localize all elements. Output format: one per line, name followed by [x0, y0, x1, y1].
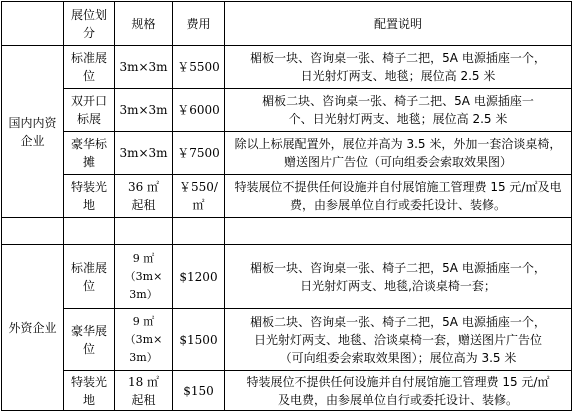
type-cell: 标准展位 [64, 46, 115, 89]
empty-cell [173, 218, 225, 245]
config-cell [225, 132, 572, 175]
fee-cell: ￥5500 [173, 46, 225, 89]
config-cell [225, 371, 572, 411]
config-line: 日光射灯两支、地毯；展位高 2.5 米 [300, 69, 496, 83]
separator-row [2, 218, 572, 245]
empty-cell [2, 218, 64, 245]
header-spec-cell: 规格 [115, 2, 173, 46]
spec-cell [115, 175, 173, 218]
fee-cell: $150 [173, 371, 225, 411]
type-cell: 豪华标摊 [64, 132, 115, 175]
config-line: 日光射灯两支、地毯,洽谈桌椅一套； [300, 278, 496, 293]
config-line: 日光射灯两支、地毯、洽谈桌椅一套，赠送图片广告位 [253, 332, 542, 347]
empty-cell [64, 218, 115, 245]
config-line: 楣板一块、咨询桌一张、椅子二把，5A 电源插座一个， [250, 51, 546, 65]
table-row [2, 46, 572, 89]
header-row [2, 2, 572, 46]
config-cell [225, 309, 572, 371]
header-type-cell: 展位划分 [64, 2, 115, 46]
type-cell: 豪华展位 [64, 309, 115, 371]
spec-line: 9 ㎡ [132, 314, 155, 328]
spec-cell: 3m×3m [115, 89, 173, 132]
fee-cell: $1500 [173, 309, 225, 371]
spec-line: 3m） [129, 350, 158, 364]
spec-cell [115, 245, 173, 309]
fee-line: ㎡ [192, 198, 205, 212]
empty-cell [115, 218, 173, 245]
type-cell: 特装光地 [64, 371, 115, 411]
header-config-cell: 配置说明 [225, 2, 572, 46]
table-row [2, 89, 572, 132]
config-line: 及电费，由参展单位自行或委托设计、装修。 [277, 392, 518, 407]
config-line: 除以上标展配置外，展位并高为 3.5 米，外加一套洽谈桌椅， [234, 137, 562, 151]
fee-cell: ￥7500 [173, 132, 225, 175]
spec-line: 3m） [129, 287, 158, 301]
spec-cell: 3m×3m [115, 132, 173, 175]
empty-cell [225, 218, 572, 245]
spec-line: 起租 [131, 392, 156, 407]
config-line: 费，由参展单位自行或委托设计、装修。 [289, 198, 506, 212]
table-row [2, 132, 572, 175]
spec-line: 起租 [131, 198, 156, 212]
type-cell: 特装光地 [64, 175, 115, 218]
config-cell [225, 245, 572, 309]
type-cell: 标准展位 [64, 245, 115, 309]
spec-line: （3m× [124, 269, 163, 283]
config-line: 楣板二块、咨询桌一张、椅子二把，5A 电源插座一个， [250, 314, 546, 329]
config-line: 特装展位不提供任何设施并自付展馆施工管理费 15 元/㎡ [246, 374, 550, 389]
spec-cell [115, 309, 173, 371]
fee-line: ￥550/ [179, 180, 218, 194]
config-line: 个、日光射灯两支、地毯；展位高 2.5 米 [288, 112, 508, 126]
config-line: 赠送图片广告位（可向组委会索取效果图） [283, 155, 512, 169]
config-cell [225, 89, 572, 132]
spec-line: 36 ㎡ [127, 180, 160, 194]
config-cell [225, 175, 572, 218]
table-row [2, 245, 572, 309]
group-label-foreign: 外资企业 [2, 245, 64, 411]
config-line: 楣板二块、咨询桌一张、椅子二把、5A 电源插座一 [262, 94, 534, 108]
config-cell [225, 46, 572, 89]
spec-line: （3m× [124, 332, 163, 346]
config-line: 楣板一块、咨询桌一张、椅子二把，5A 电源插座一个， [250, 260, 546, 275]
fee-cell [173, 175, 225, 218]
table-row [2, 309, 572, 371]
spec-cell: 3m×3m [115, 46, 173, 89]
group-label-domestic: 国内内资企业 [2, 46, 64, 218]
header-category-cell [2, 2, 64, 46]
booth-price-table [1, 1, 572, 411]
config-line: 特装展位不提供任何设施并自付展馆施工管理费 15 元/㎡及电 [234, 180, 562, 194]
table-row [2, 371, 572, 411]
spec-line: 9 ㎡ [132, 251, 155, 265]
fee-cell: ￥6000 [173, 89, 225, 132]
spec-line: 18 ㎡ [127, 374, 160, 389]
header-fee-cell: 费用 [173, 2, 225, 46]
fee-cell: $1200 [173, 245, 225, 309]
config-line: （可向组委会索取效果图）；展位高为 3.5 米 [279, 350, 517, 365]
type-cell: 双开口标展 [64, 89, 115, 132]
spec-cell [115, 371, 173, 411]
table-row [2, 175, 572, 218]
